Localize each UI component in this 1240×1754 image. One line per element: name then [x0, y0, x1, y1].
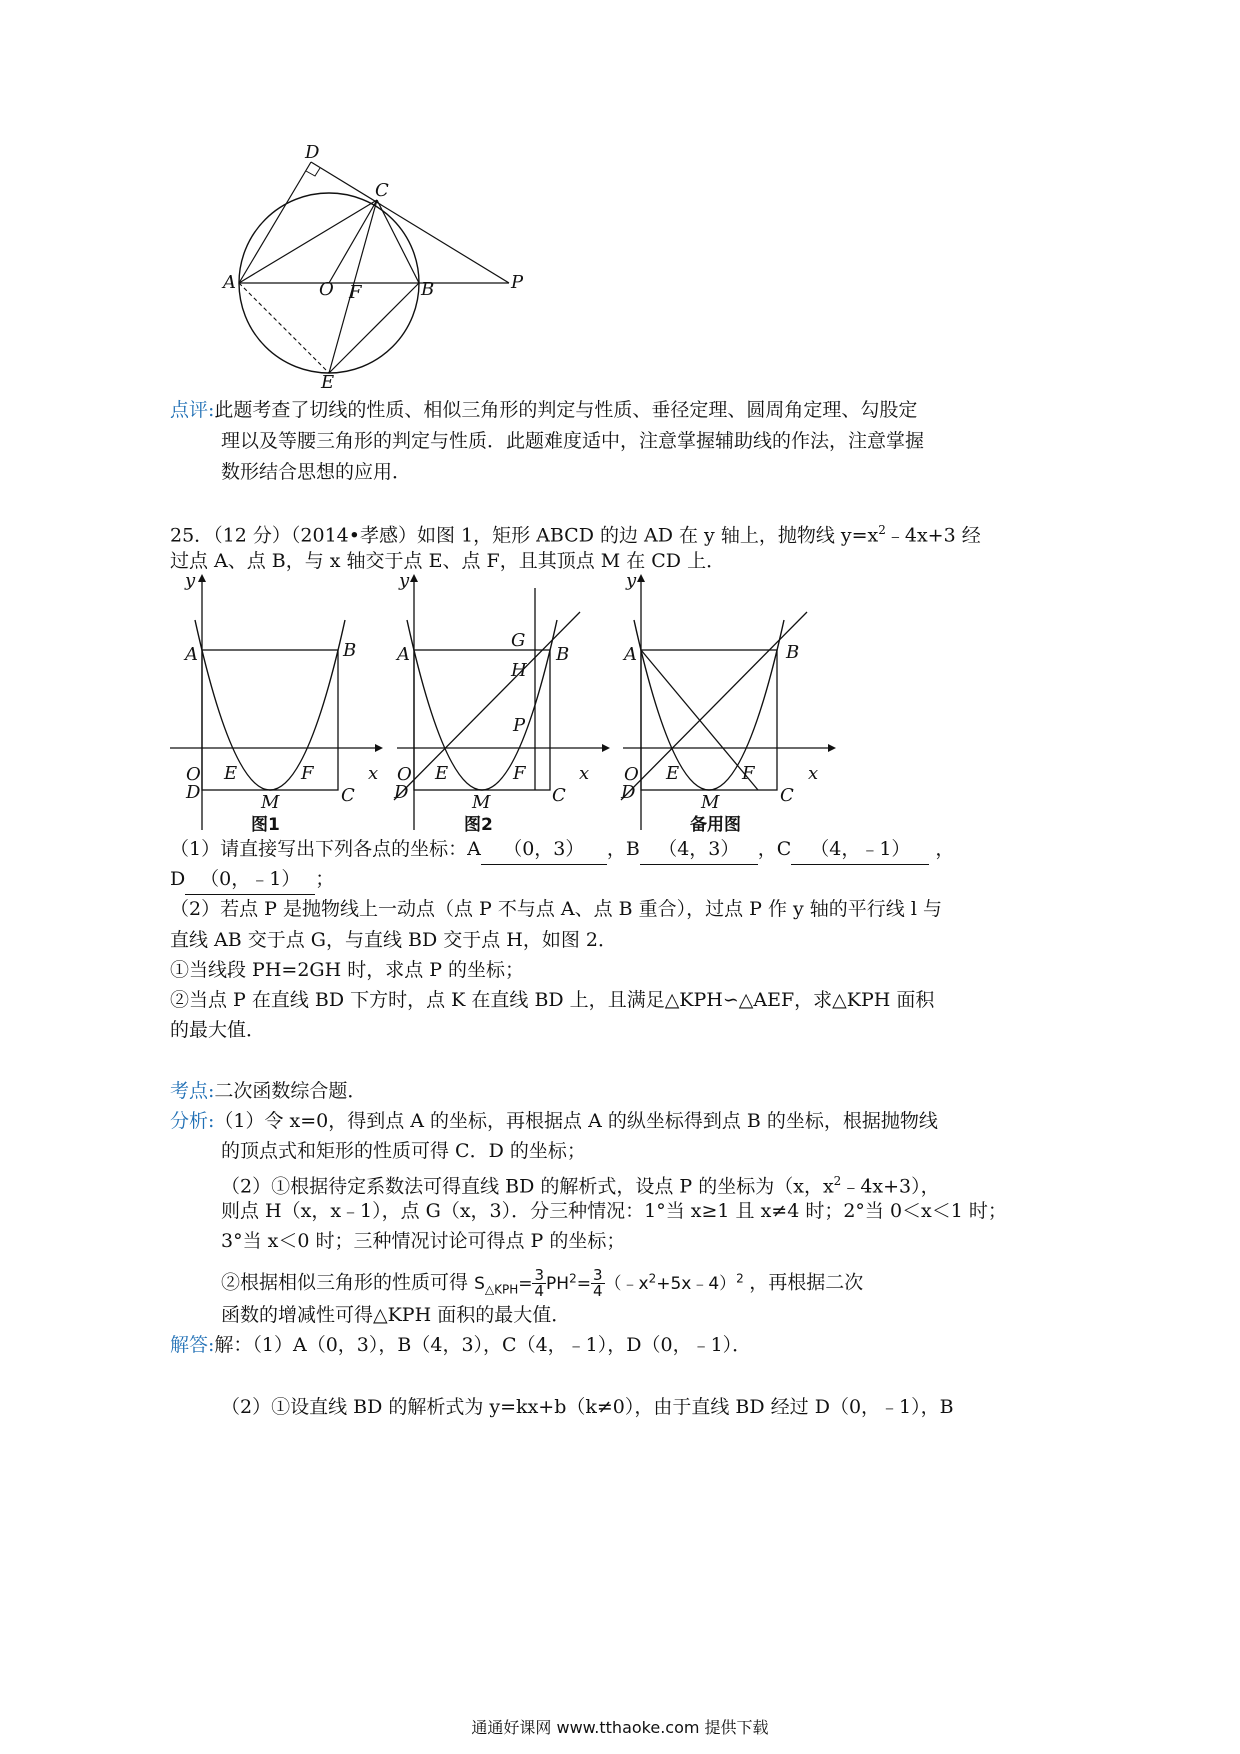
- answer-a: （0，3）: [481, 834, 607, 865]
- svg-text:G: G: [511, 630, 526, 651]
- jieda-line-1: 解答:解：（1）A（0，3），B（4，3），C（4，﹣1），D（0，﹣1）．: [170, 1334, 752, 1356]
- caption-1: 图1: [251, 815, 280, 835]
- label-f: F: [349, 282, 362, 303]
- fenxi-line-6: ②根据相似三角形的性质可得 $S_{\triangle KPH}=$ $\frac{3}{4}$ $PH^2=$ $\frac{3}{4}$ $(﹣x^2+5x﹣4)^2$ ，再根据二次: [221, 1266, 864, 1301]
- svg-text:E: E: [224, 763, 238, 784]
- problem-line-2: 过点 A、点 B，与 x 轴交于点 E、点 F，且其顶点 M 在 CD 上．: [170, 550, 726, 572]
- svg-text:M: M: [261, 792, 280, 813]
- answer-c: （4，﹣1）: [791, 834, 929, 865]
- svg-text:F: F: [301, 763, 314, 784]
- graph-3: [618, 568, 843, 838]
- svg-text:H: H: [511, 660, 527, 681]
- svg-text:x: x: [808, 763, 819, 784]
- graph-1: [165, 568, 390, 838]
- jieda-label: 解答:: [170, 1334, 215, 1356]
- svg-text:C: C: [780, 785, 794, 806]
- label-d: D: [305, 142, 320, 163]
- label-e: E: [321, 372, 335, 393]
- q1-line-1: （1）请直接写出下列各点的坐标：A （0，3） ，B （4，3） ，C （4，﹣1） ，: [170, 834, 954, 865]
- line-bd: [394, 612, 580, 800]
- segment-cb: [377, 200, 419, 283]
- svg-text:y: y: [399, 570, 410, 591]
- svg-text:B: B: [786, 642, 800, 663]
- svg-text:D: D: [394, 782, 409, 803]
- circle-tangent-figure: [223, 140, 535, 393]
- fenxi-line-7: 函数的增减性可得△KPH 面积的最大值．: [221, 1304, 571, 1326]
- fenxi-line-2: 的顶点式和矩形的性质可得 C．D 的坐标；: [221, 1140, 586, 1162]
- svg-text:D: D: [186, 782, 201, 803]
- review-line-3: 数形结合思想的应用．: [221, 461, 412, 483]
- fenxi-line-4: 则点 H（x，x﹣1），点 G（x，3）．分三种情况：1°当 x≥1 且 x≠4 时；2°当 0＜x＜1 时；: [221, 1200, 1007, 1222]
- q2-line-3: ①当线段 PH=2GH 时，求点 P 的坐标；: [170, 959, 525, 981]
- problem-line-1: 25．（12 分）（2014•孝感）如图 1，矩形 ABCD 的边 AD 在 y 轴上，抛物线 $y=x^2﹣4x+3$ 经: [170, 523, 981, 547]
- svg-text:A: A: [185, 644, 198, 665]
- footer: 通通好课网 www.tthaoke.com 提供下载: [471, 1718, 769, 1737]
- svg-text:M: M: [701, 792, 720, 813]
- svg-text:D: D: [621, 782, 636, 803]
- svg-text:M: M: [472, 792, 491, 813]
- svg-text:y: y: [626, 570, 637, 591]
- fenxi-label: 分析:: [170, 1110, 215, 1132]
- svg-text:O: O: [186, 764, 201, 785]
- q1-line-2: D （0，﹣1） ；: [170, 864, 334, 895]
- svg-text:A: A: [397, 644, 410, 665]
- caption-3: 备用图: [690, 815, 741, 835]
- svg-text:y: y: [185, 570, 196, 591]
- answer-d: （0，﹣1）: [185, 864, 315, 895]
- q2-line-1: （2）若点 P 是抛物线上一动点（点 P 不与点 A、点 B 重合），过点 P 作 y 轴的平行线 l 与: [170, 898, 942, 920]
- svg-text:C: C: [552, 785, 566, 806]
- svg-text:O: O: [397, 764, 412, 785]
- svg-text:F: F: [513, 763, 526, 784]
- svg-text:x: x: [579, 763, 590, 784]
- fenxi-line-1: 分析:（1）令 x=0，得到点 A 的坐标，再根据点 A 的纵坐标得到点 B 的坐标，根据抛物线: [170, 1110, 938, 1132]
- kaodian-line: 考点:二次函数综合题．: [170, 1080, 367, 1102]
- segment-ae-dashed: [239, 283, 329, 373]
- q2-line-4: ②当点 P 在直线 BD 下方时，点 K 在直线 BD 上，且满足△KPH∽△AEF，求△KPH 面积: [170, 989, 935, 1011]
- label-p: P: [511, 272, 524, 293]
- label-o: O: [319, 279, 334, 300]
- svg-text:C: C: [341, 785, 355, 806]
- svg-text:E: E: [666, 763, 680, 784]
- svg-text:F: F: [742, 763, 755, 784]
- caption-2: 图2: [464, 815, 493, 835]
- svg-text:B: B: [343, 640, 357, 661]
- segment-ad: [239, 162, 311, 283]
- segment-eb: [329, 283, 419, 373]
- q2-line-2: 直线 AB 交于点 G，与直线 BD 交于点 H，如图 2．: [170, 929, 617, 951]
- parabola: [195, 620, 345, 790]
- review-label: 点评:: [170, 399, 215, 421]
- formula-s-kph: $S_{\triangle KPH}=$ $\frac{3}{4}$ $PH^2=$ $\frac{3}{4}$ $(﹣x^2+5x﹣4)^2$: [474, 1266, 744, 1301]
- svg-text:B: B: [556, 644, 570, 665]
- kaodian-label: 考点:: [170, 1080, 215, 1102]
- jieda-line-2: （2）①设直线 BD 的解析式为 y=kx+b（k≠0），由于直线 BD 经过 D（0，﹣1），B: [221, 1396, 954, 1418]
- svg-text:O: O: [624, 764, 639, 785]
- svg-text:E: E: [435, 763, 449, 784]
- segment-oc: [329, 200, 377, 283]
- fenxi-line-3: （2）①根据待定系数法可得直线 BD 的解析式，设点 P 的坐标为（x，$x^2﹣4x+3$），: [221, 1174, 940, 1198]
- svg-text:A: A: [624, 644, 637, 665]
- review-line-2: 理以及等腰三角形的判定与性质．此题难度适中，注意掌握辅助线的作法，注意掌握: [221, 430, 925, 452]
- line-af: [641, 650, 758, 790]
- label-c: C: [375, 180, 389, 201]
- q2-line-5: 的最大值．: [170, 1019, 266, 1041]
- label-b: B: [421, 279, 435, 300]
- label-a: A: [223, 272, 236, 293]
- right-angle-mark: [306, 168, 320, 176]
- answer-b: （4，3）: [640, 834, 758, 865]
- line-bd: [621, 612, 807, 800]
- fenxi-line-5: 3°当 x＜0 时；三种情况讨论可得点 P 的坐标；: [221, 1230, 626, 1252]
- svg-text:x: x: [368, 763, 379, 784]
- segment-ac: [239, 200, 377, 283]
- svg-text:P: P: [513, 715, 526, 736]
- review-line-1: 点评:此题考查了切线的性质、相似三角形的判定与性质、垂径定理、圆周角定理、勾股定: [170, 399, 918, 421]
- graph-2: [392, 568, 617, 838]
